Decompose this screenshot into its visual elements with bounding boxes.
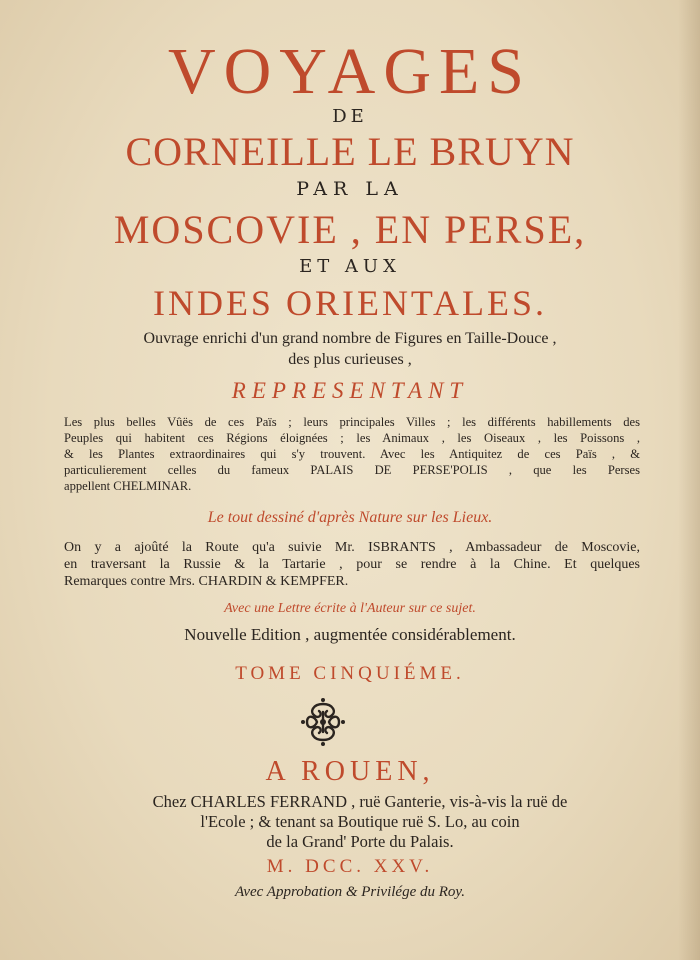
ouvrage-line-1: Ouvrage enrichi d'un grand nombre de Figures en Taille-Douce ,	[143, 330, 557, 347]
lettre-line: Avec une Lettre écrite à l'Auteur sur ce sujet.	[224, 601, 476, 616]
representant-heading: REPRESENTANT	[231, 378, 469, 403]
printer-imprint	[120, 792, 600, 852]
description-line: Les plus belles Vûës de ces Païs ; leurs principales Villes ; les différents habillements des	[64, 415, 640, 429]
description-paragraph	[64, 414, 640, 494]
route-line: en traversant la Russie & la Tartarie , pour se rendre à la Chine. Et quelques	[64, 557, 640, 572]
title-connector-par-la: PAR LA	[296, 178, 404, 200]
imprint-line: Chez CHARLES FERRAND , ruë Ganterie, vis-à-vis la ruë de	[152, 792, 568, 811]
publication-date: M. DCC. XXV.	[266, 856, 434, 877]
ouvrage-line-2: des plus curieuses ,	[288, 351, 412, 368]
edition-line: Nouvelle Edition , augmentée considérablement.	[184, 625, 516, 644]
route-indes-orientales: INDES ORIENTALES.	[152, 283, 548, 323]
route-line: On y a ajoûté la Route qu'a suivie Mr. ISBRANTS , Ambassadeur de Moscovie,	[64, 540, 640, 555]
volume-label: TOME CINQUIÉME.	[235, 663, 465, 684]
description-line: & les Plantes extraordinaires qui s'y trouvent. Avec les Antiquitez de ces Païs , &	[64, 447, 640, 461]
author-name: CORNEILLE LE BRUYN	[125, 129, 575, 174]
title-connector-et-aux: ET AUX	[299, 256, 401, 277]
route-moscovie-perse: MOSCOVIE , EN PERSE,	[113, 207, 587, 252]
route-paragraph	[64, 539, 640, 590]
route-line: Remarques contre Mrs. CHARDIN & KEMPFER.	[64, 574, 349, 589]
description-line: appellent CHELMINAR.	[64, 479, 192, 493]
imprint-line: l'Ecole ; & tenant sa Boutique ruë S. Lo, au coin	[200, 812, 520, 831]
printer-fleuron-icon	[297, 696, 349, 748]
imprint-line: de la Grand' Porte du Palais.	[266, 832, 454, 851]
description-line: Peuples qui habitent ces Régions éloignées ; les Animaux , les Oiseaux , les Poissons ,	[64, 431, 640, 445]
description-line: particulierement celles du fameux PALAIS DE PERSE'POLIS , que les Perses	[64, 463, 640, 477]
publication-place: A ROUEN,	[265, 756, 435, 787]
tout-dessine-line: Le tout dessiné d'après Nature sur les Lieux.	[207, 509, 493, 526]
privilege-line: Avec Approbation & Privilége du Roy.	[235, 884, 465, 900]
title-connector-de: DE	[332, 106, 368, 127]
book-title: VOYAGES	[167, 35, 533, 108]
